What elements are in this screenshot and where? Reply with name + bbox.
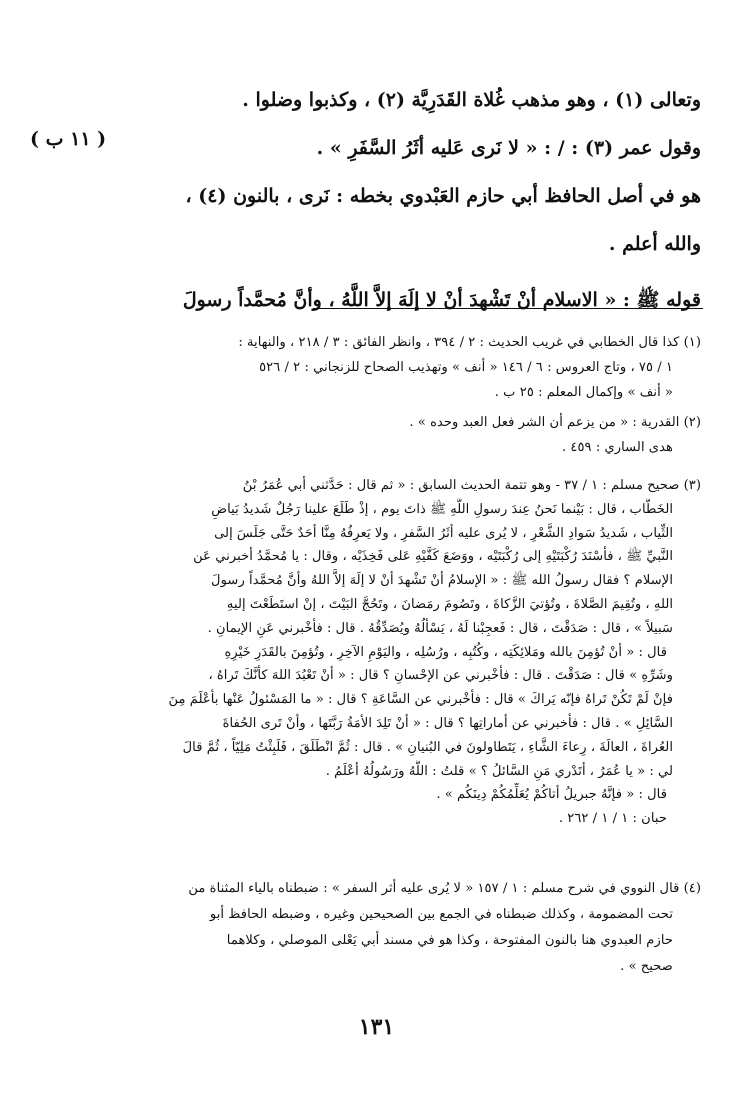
page-number: ١٣١ [358,1014,395,1040]
main-text [100,76,701,324]
footnote-separator [313,308,703,309]
main-line: وقول عمر (٣) : / : « لا نَرى عَليه أثَرُ السَّفَرِ » . [316,137,701,159]
footnote-line: وشَرِّهِ » قال : صَدَقْتَ . قال : فأخْبرني عن الإحْسانِ ؟ قال : « أنْ تَعْبُدَ اللهَ كأنَّكَ تَراهُ ، [208,668,673,684]
footnote-3 [86,474,701,831]
main-line: والله أعلم . [608,233,701,255]
footnote-line: قال : « أنْ تُؤمِنَ بالله ومَلائِكَتِه ، وكُتُبِه ، ورُسُلِه ، واليَوْمِ الآخِرِ ، وتُؤمِنَ بالقَدَرِ خَيْرِهِ [224,644,667,660]
footnote-line: صحيح » . [620,959,673,974]
footnote-line: (١) كذا قال الخطابي في غريب الحديث : ٢ / ٣٩٤ ، وانظر الفائق : ٣ / ٢١٨ ، والنهاية : [238,335,701,350]
footnote-line: « أنف » وإكمال المعلم : ٢٥ ب . [494,385,673,400]
footnote-2 [86,410,701,460]
footnote-line: ١ / ٧٥ ، وتاج العروس : ٦ / ١٤٦ « أنف » وتهذيب الصحاح للزنجاني : ٢ / ٥٢٦ [259,360,673,375]
footnote-line: اللهِ ، وتُقِيمَ الصَّلاةَ ، وتُؤتيَ الزَّكاةَ ، وتَصُومَ رمَضانَ ، وتَحُجَّ البَيْتَ ، إنْ استَطَعْتَ إليهِ [226,596,673,612]
main-line: هو في أصل الحافظ أبي حازم العَبْدوي بخطه : نَرى ، بالنون (٤) ، [185,185,701,207]
footnote-line: السَّائِلِ » . قال : فأخبرني عن أماراتِها ؟ قال : « أنْ تَلِدَ الأمَةُ رَبَّتَها ، وأنْ تَرى الحُفاةَ [222,715,673,731]
footnote-line: الخَطَّاب ، قال : بَيْنما نَحنُ عِندَ رسولِ اللَّهِ ﷺ ذاتَ يوم ، إذْ طَلَعَ علينا رَجُلٌ شَديدُ بَياضِ [211,501,673,517]
footnote-line: هدى الساري : ٤٥٩ . [561,440,673,455]
footnote-line: (٤) قال النووي في شرح مسلم : ١ / ١٥٧ « لا يُرى عليه أثر السفر » : ضبطناه بالياء المثناة من [188,881,701,896]
footnote-1 [86,330,701,405]
footnote-line: العُراةَ ، العالَةَ ، رِعاءَ الشَّاءِ ، يَتَطاولونَ في البُنيانِ » . قال : ثُمَّ انْطَلَقَ ، فَلَبِثْتُ مَلِيّاً ، ثُمَّ قالَ [182,739,673,755]
footnote-line: قال : « فإنَّهُ جبريلُ أتاكُمْ يُعَلِّمُكُمْ دِينَكُم » . [436,787,667,803]
main-line: وتعالى (١) ، وهو مذهب غُلاة القَدَرِيَّة (٢) ، وكذبوا وضلوا . [242,89,701,111]
footnote-line: حازم العبدوي هنا بالنون المفتوحة ، وكذا هو في مسند أبي يَعْلى الموصلي ، وكلاهما [226,933,673,948]
footnote-line: سَبيلاً » ، قال : صَدَقْتَ ، قال : فَعجِبْنا لَهُ ، يَسْألُهُ ويُصَدِّقُهُ . قال : فأخْبرني عَنِ الإيمانِ . [207,620,673,636]
footnote-4 [86,876,701,980]
footnote-line: الإسلام ؟ فقال رسولُ الله ﷺ : « الإسلامُ أنْ تَشْهدَ أنْ لا إلَهَ إلاَّ اللهُ وأنَّ مُحمَّداً رسولَ [211,573,673,589]
footnote-line: فإنْ لَمْ تَكُنْ تَراهُ فإنّه يَراكَ » قال : فأخْبرني عن السَّاعَةِ ؟ قال : « ما المَسْئولُ عَنْها بأعْلَمَ مِنَ [168,692,673,708]
folio-marker: ( ١١ ب ) [30,128,107,150]
footnote-line: (٣) صحيح مسلم : ١ / ٣٧ - وهو تتمة الحديث السابق : « ثم قال : حَدَّثني أبي عُمَرُ بْنُ [242,478,701,493]
footnote-line: النَّبيِّ ﷺ ، فأسْنَدَ رُكْبَتَيْهِ إلى رُكْبَتَيْه ، ووَضَعَ كَفَّيْهِ عَلى فَخِذَيْه ، وقال : يا مُحمَّدُ أخبرني عَن [193,549,673,565]
footnote-line: الثِّياب ، شَديدُ سَوادِ الشَّعْرِ ، لا يُرى عليه أثَرُ السَّفرِ ، ولا يَعرِفُهُ مِنَّا أحَدٌ حَتَّى جَلَسَ إلى [214,525,673,541]
footnote-line: لي : « يا عُمَرُ ، أتَدْري مَنِ السَّائلُ ؟ » قلتُ : اللَّهُ ورَسُولُهُ أعْلَمُ . [325,763,673,779]
footnote-line: حبان : ١ / ١ / ٢٦٢ . [558,811,667,827]
main-line: قوله ﷺ : « الاسلام أنْ تَشْهدَ أنْ لا إلَهَ إلاَّ اللَّهُ ، وأنَّ مُحمَّداً رسولَ [182,289,701,311]
footnote-line: (٢) القدرية : « من يزعم أن الشر فعل العبد وحده » . [409,415,701,430]
footnote-line: تحت المضمومة ، وكذلك ضبطناه في الجمع بين الصحيحين وغيره ، وضبطه الحافظ أبو [209,907,673,922]
